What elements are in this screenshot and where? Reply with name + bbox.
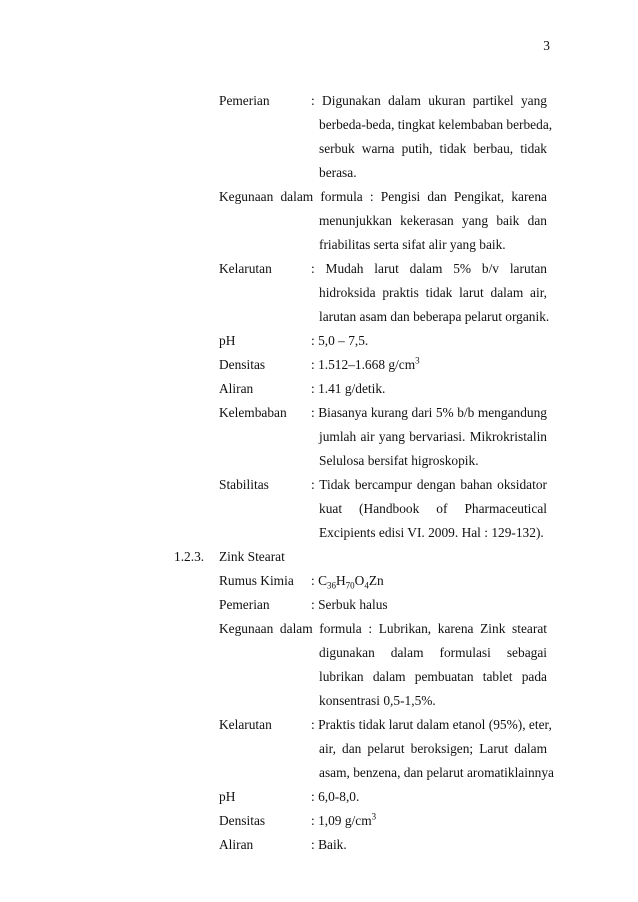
aliran-value: : Baik. [311,837,347,852]
aliran-label: Aliran [219,837,254,852]
kelarutan-text: asam, benzena, dan pelarut aromatiklainnya [319,765,554,780]
pemerian-text: berasa. [319,165,357,180]
pemerian-row [0,93,638,117]
kegunaan-text: konsentrasi 0,5-1,5%. [319,693,436,708]
kegunaan-text: friabilitas serta sifat alir yang baik. [319,237,506,252]
stabilitas-text: kuat (Handbook of Pharmaceutical [319,501,547,516]
rumus-formula: : $C_{36}H_{70}O_4Zn$ [311,573,384,591]
kegunaan-text: menunjukkan kekerasan yang baik dan [319,213,547,228]
densitas-value: : 1.512–1.668 $g/cm^3$ [311,355,420,372]
aliran-label: Aliran [219,381,254,396]
section-title: Zink Stearat [219,549,285,564]
kelarutan-label: Kelarutan [219,717,272,732]
page-number: 3 [543,38,550,53]
section-heading [0,549,638,573]
ph-label: pH [219,333,236,348]
kegunaan-text: Kegunaan dalam formula : Lubrikan, karena Zink stearat [219,621,547,636]
pemerian-text: serbuk warna putih, tidak berbau, tidak [319,141,547,156]
stabilitas-text: : Tidak bercampur dengan bahan oksidator [311,477,547,492]
densitas-label: Densitas [219,357,266,372]
section-number: 1.2.3. [174,549,205,564]
kelarutan-text: : Mudah larut dalam 5% b/v larutan [311,261,547,276]
kelembaban-text: : Biasanya kurang dari 5% b/b mengandung [311,405,547,420]
ph-label: pH [219,789,236,804]
kelembaban-text: Selulosa bersifat higroskopik. [319,453,479,468]
kegunaan-text: digunakan dalam formulasi sebagai [319,645,547,660]
densitas-value: : 1,09 $g/cm^3$ [311,811,377,828]
pemerian-text: berbeda-beda, tingkat kelembaban berbeda, [319,117,553,132]
kelembaban-label: Kelembaban [219,405,287,420]
pemerian-label: Pemerian [219,93,270,108]
pemerian-value: : Serbuk halus [311,597,388,612]
pemerian-label: Pemerian [219,597,270,612]
kegunaan-text: lubrikan dalam pembuatan tablet pada [319,669,547,684]
kegunaan-text: Kegunaan dalam formula : Pengisi dan Pengikat, karena [219,189,547,204]
stabilitas-label: Stabilitas [219,477,269,492]
kelembaban-text: jumlah air yang bervariasi. Mikrokristalin [319,429,547,444]
kelarutan-text: : Praktis tidak larut dalam etanol (95%), eter, [311,717,552,732]
kelarutan-label: Kelarutan [219,261,272,276]
kelarutan-text: larutan asam dan beberapa pelarut organik. [319,309,550,324]
aliran-value: : 1.41 g/detik. [311,381,386,396]
ph-value: : 5,0 – 7,5. [311,333,369,348]
densitas-label: Densitas [219,813,266,828]
rumus-label: Rumus Kimia [219,573,294,588]
pemerian-text: : Digunakan dalam ukuran partikel yang [311,93,547,108]
stabilitas-text: Excipients edisi VI. 2009. Hal : 129-132). [319,525,544,540]
kelarutan-text: hidroksida praktis tidak larut dalam air, [319,285,547,300]
kelarutan-text: air, dan pelarut beroksigen; Larut dalam [319,741,547,756]
ph-value: : 6,0-8,0. [311,789,360,804]
